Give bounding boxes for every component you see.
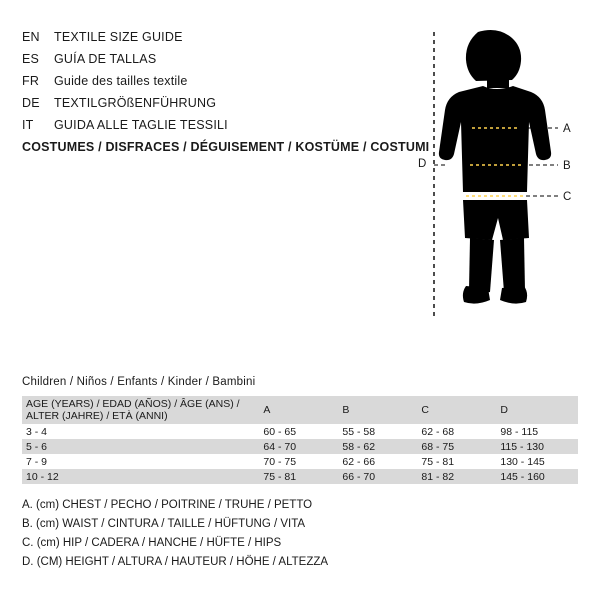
language-code-de: DE [22, 96, 40, 110]
cell-a: 75 - 81 [263, 470, 297, 483]
costumes-subtitle: COSTUMES / DISFRACES / DÉGUISEMENT / KOSTÜME / COSTUMI [22, 140, 430, 154]
table-header-row [22, 396, 578, 424]
table-row [22, 469, 578, 484]
cell-a: 64 - 70 [263, 440, 297, 453]
column-header-a: A [263, 404, 271, 416]
measurement-legend [22, 496, 328, 572]
table-row [22, 439, 578, 454]
size-table [22, 396, 578, 484]
cell-d: 98 - 115 [500, 425, 539, 438]
cell-c: 81 - 82 [421, 470, 455, 483]
column-header-b: B [342, 404, 350, 416]
language-text-es: GUÍA DE TALLAS [54, 52, 157, 66]
language-text-it: GUIDA ALLE TAGLIE TESSILI [54, 118, 228, 132]
child-silhouette-icon [400, 20, 590, 340]
cell-c: 62 - 68 [421, 425, 455, 438]
column-header-d: D [500, 404, 508, 416]
cell-b: 58 - 62 [342, 440, 376, 453]
language-list [22, 30, 322, 140]
cell-a: 70 - 75 [263, 455, 297, 468]
cell-d: 130 - 145 [500, 455, 545, 468]
legend-item-d: D. (CM) HEIGHT / ALTURA / HAUTEUR / HÖHE / ALTEZZA [22, 556, 329, 568]
language-row-es [22, 52, 322, 74]
column-header-c: C [421, 404, 429, 416]
table-row [22, 454, 578, 469]
dimension-label-c: C [563, 191, 572, 203]
language-row-fr [22, 74, 322, 96]
table-row [22, 424, 578, 439]
cell-c: 68 - 75 [421, 440, 455, 453]
cell-a: 60 - 65 [263, 425, 297, 438]
language-text-en: TEXTILE SIZE GUIDE [54, 30, 183, 44]
cell-c: 75 - 81 [421, 455, 455, 468]
cell-d: 115 - 130 [500, 440, 544, 453]
legend-item-c: C. (cm) HIP / CADERA / HANCHE / HÜFTE / HIPS [22, 537, 282, 549]
figure-area [400, 20, 590, 340]
language-row-de [22, 96, 322, 118]
legend-item-a: A. (cm) CHEST / PECHO / POITRINE / TRUHE / PETTO [22, 499, 313, 511]
cell-age: 10 - 12 [26, 470, 59, 483]
cell-age: 3 - 4 [26, 425, 48, 438]
language-text-de: TEXTILGRÖßENFÜHRUNG [54, 96, 217, 110]
cell-b: 62 - 66 [342, 455, 376, 468]
language-code-it: IT [22, 118, 34, 132]
language-code-en: EN [22, 30, 40, 44]
cell-d: 145 - 160 [500, 470, 545, 483]
cell-b: 66 - 70 [342, 470, 376, 483]
language-code-es: ES [22, 52, 40, 66]
cell-age: 7 - 9 [26, 455, 48, 468]
language-code-fr: FR [22, 74, 40, 88]
cell-b: 55 - 58 [342, 425, 376, 438]
column-header-age: AGE (YEARS) / EDAD (AÑOS) / ÂGE (ANS) / ALTER (JAHRE) / ETÀ (ANNI) [26, 397, 240, 422]
language-row-en [22, 30, 322, 52]
cell-age: 5 - 6 [26, 440, 48, 453]
language-row-it [22, 118, 322, 140]
legend-item-b: B. (cm) WAIST / CINTURA / TAILLE / HÜFTUNG / VITA [22, 518, 306, 530]
dimension-label-a: A [563, 123, 571, 135]
dimension-label-b: B [563, 160, 571, 172]
table-section-title: Children / Niños / Enfants / Kinder / Bambini [22, 376, 256, 388]
dimension-label-d: D [418, 158, 427, 170]
language-text-fr: Guide des tailles textile [54, 74, 188, 88]
